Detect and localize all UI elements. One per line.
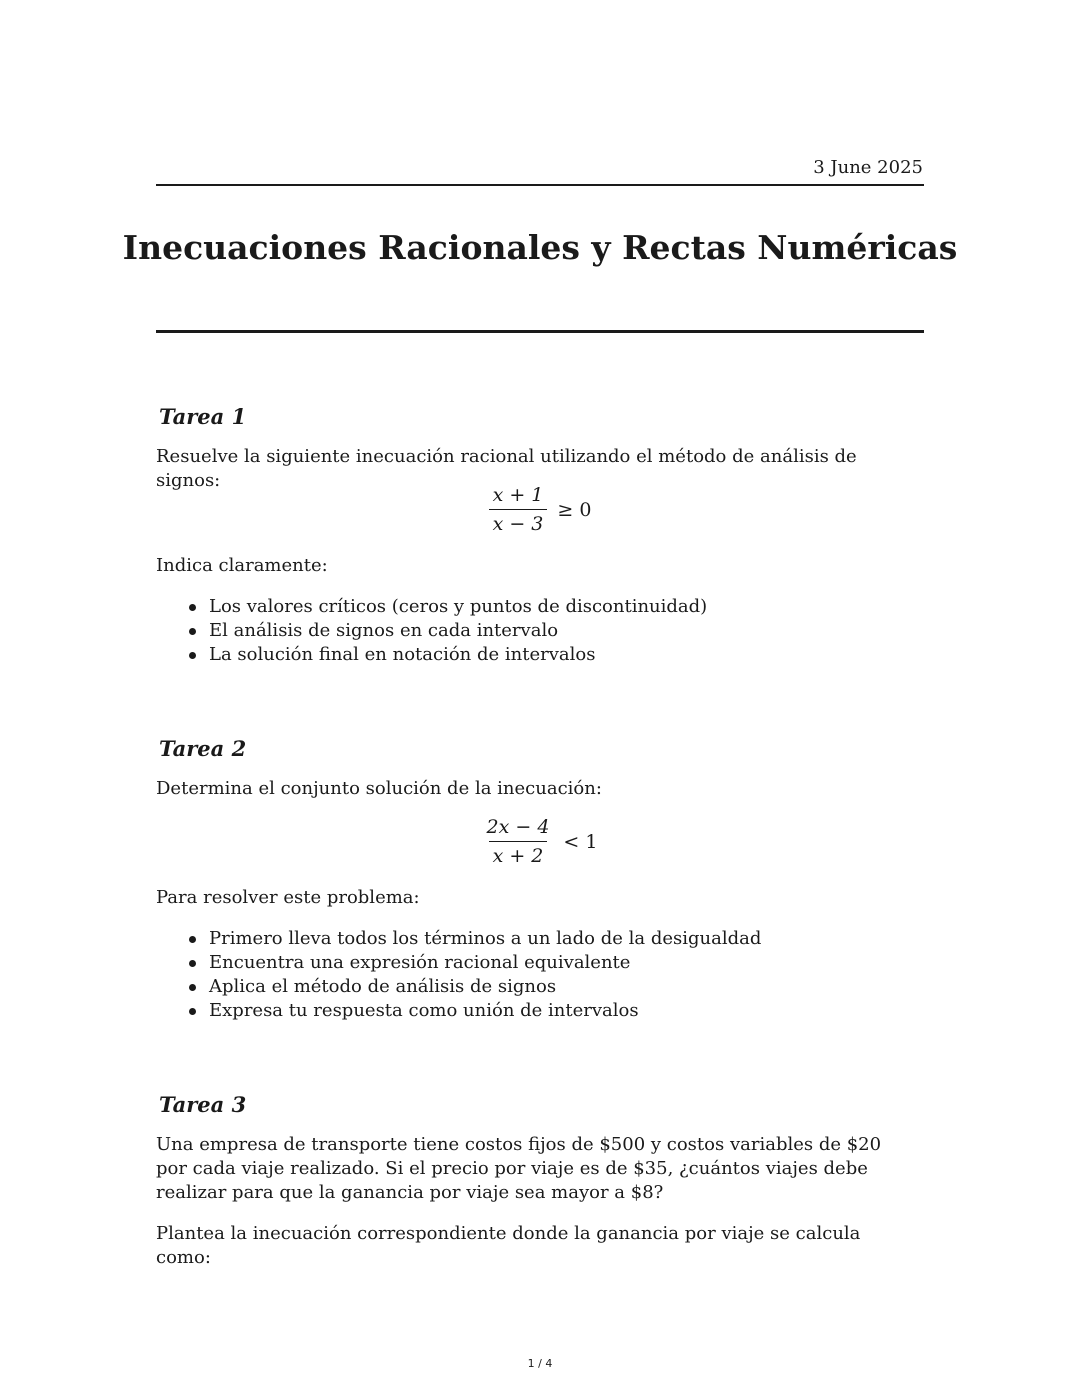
list-item: Expresa tu respuesta como unión de intervalos: [156, 999, 761, 1023]
list-item: La solución final en notación de intervalos: [156, 643, 707, 667]
list-item: Encuentra una expresión racional equivalente: [156, 951, 761, 975]
task-1-math: [0, 484, 1080, 535]
relation: ≥ 0: [557, 498, 592, 521]
fraction: [483, 816, 554, 867]
relation: < 1: [563, 830, 598, 853]
list-item: Los valores críticos (ceros y puntos de discontinuidad): [156, 595, 707, 619]
task-1-intro: Resuelve la siguiente inecuación racional utilizando el método de análisis de signos:: [156, 446, 857, 491]
denominator: x + 2: [489, 841, 548, 867]
title-rule: [156, 330, 924, 333]
numerator: 2x − 4: [486, 816, 550, 838]
task-1-list: [156, 595, 707, 667]
task-1-heading: Tarea 1: [159, 404, 247, 429]
task-3-heading: Tarea 3: [159, 1092, 247, 1117]
fraction: [489, 484, 548, 535]
denominator: x − 3: [489, 509, 548, 535]
task-2-heading: Tarea 2: [159, 736, 247, 761]
task-3-paragraph-2: Plantea la inecuación correspondiente donde la ganancia por viaje se calcula como:: [156, 1223, 861, 1268]
task-1-lead: Indica claramente:: [156, 555, 328, 576]
list-item: El análisis de signos en cada intervalo: [156, 619, 707, 643]
task-2-lead: Para resolver este problema:: [156, 887, 420, 908]
page-number: 1 / 4: [527, 1357, 553, 1370]
task-3-paragraph: Una empresa de transporte tiene costos fijos de $500 y costos variables de $20 por cada viaje realizado. Si el precio por viaje es de $35, ¿cuántos viajes debe realizar para que la ganancia por viaje sea mayor a $8?: [156, 1134, 882, 1203]
header-rule: [156, 184, 924, 186]
list-item: Primero lleva todos los términos a un lado de la desigualdad: [156, 927, 761, 951]
numerator: x + 1: [492, 484, 544, 506]
task-2-intro: Determina el conjunto solución de la inecuación:: [156, 778, 602, 799]
date: 3 June 2025: [813, 157, 923, 178]
task-2-list: [156, 927, 761, 1023]
task-2-math: [0, 816, 1080, 867]
page-title: Inecuaciones Racionales y Rectas Numéricas: [122, 228, 958, 267]
list-item: Aplica el método de análisis de signos: [156, 975, 761, 999]
